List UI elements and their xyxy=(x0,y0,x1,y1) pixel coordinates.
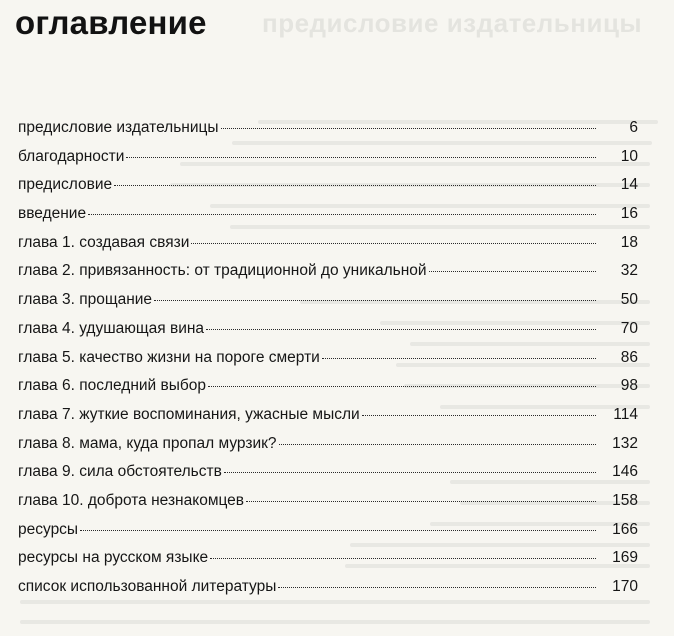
toc-entry xyxy=(18,573,638,602)
toc-entry-title: глава 8. мама, куда пропал мурзик? xyxy=(18,434,277,452)
toc-entry-page-number: 14 xyxy=(620,176,638,194)
toc-entry-title: глава 10. доброта незнакомцев xyxy=(18,491,245,509)
toc-entry xyxy=(18,315,638,344)
dot-leader xyxy=(114,185,596,186)
toc-entry-page-number: 16 xyxy=(620,205,638,223)
dot-leader xyxy=(191,243,596,244)
toc-entry-page-number: 98 xyxy=(620,377,638,395)
toc-entry-title: глава 2. привязанность: от традиционной до уникальной xyxy=(18,262,427,280)
toc-entry-page-number: 169 xyxy=(612,549,638,567)
toc-entry-title: глава 4. удушающая вина xyxy=(18,319,205,337)
toc-entry xyxy=(18,143,638,172)
dot-leader xyxy=(279,444,596,445)
dot-leader xyxy=(224,472,596,473)
dot-leader xyxy=(208,386,596,387)
dot-leader xyxy=(362,415,596,416)
toc-entry-title: ресурсы xyxy=(18,520,79,538)
dot-leader xyxy=(126,157,596,158)
toc-entry xyxy=(18,171,638,200)
toc-entry-page-number: 6 xyxy=(629,119,638,136)
toc-entry-title: глава 7. жуткие воспоминания, ужасные мысли xyxy=(18,405,360,423)
toc-entry xyxy=(18,430,638,459)
toc-entry-title: глава 9. сила обстоятельств xyxy=(18,463,222,481)
toc-entry-title: предисловие xyxy=(18,176,113,194)
bleed-through-heading: предисловие издательницы xyxy=(262,8,643,38)
toc-entry-page-number: 50 xyxy=(620,291,638,309)
toc-entry xyxy=(18,200,638,229)
dot-leader xyxy=(322,358,596,359)
page-title: оглавление xyxy=(15,4,207,41)
dot-leader xyxy=(88,214,596,215)
toc-entry-title: глава 1. создавая связи xyxy=(18,233,190,251)
toc-entry xyxy=(18,229,638,258)
dot-leader xyxy=(429,271,596,272)
toc-entry xyxy=(18,458,638,487)
dot-leader xyxy=(278,587,596,588)
toc-entry-title: ресурсы на русском языке xyxy=(18,549,209,567)
toc-entry-page-number: 146 xyxy=(612,463,638,481)
toc-entry-page-number: 170 xyxy=(612,578,638,595)
toc-entry-page-number: 114 xyxy=(613,405,638,423)
toc-entry-title: благодарности xyxy=(18,147,125,165)
toc-entry xyxy=(18,372,638,401)
dot-leader xyxy=(210,558,596,559)
toc-entry xyxy=(18,344,638,373)
toc-entry xyxy=(18,401,638,430)
toc-entry xyxy=(18,286,638,315)
toc-entry-title: список использованной литературы xyxy=(18,578,277,595)
toc-entry-title: глава 3. прощание xyxy=(18,291,153,309)
toc-entry xyxy=(18,487,638,516)
toc-entry xyxy=(18,257,638,286)
toc-entry-page-number: 86 xyxy=(620,348,638,366)
toc-entry-page-number: 70 xyxy=(620,319,638,337)
toc-entry-page-number: 158 xyxy=(612,491,638,509)
dot-leader xyxy=(246,501,596,502)
dot-leader xyxy=(154,300,596,301)
toc-entry-page-number: 132 xyxy=(612,434,638,452)
toc-entry-title: глава 6. последний выбор xyxy=(18,377,207,395)
toc-entry-title: глава 5. качество жизни на пороге смерти xyxy=(18,348,320,366)
toc-entry xyxy=(18,516,638,545)
toc-entry-page-number: 166 xyxy=(612,520,638,538)
toc-entry-page-number: 10 xyxy=(620,147,638,165)
dot-leader xyxy=(221,128,596,129)
table-of-contents xyxy=(18,114,638,602)
toc-entry xyxy=(18,544,638,573)
toc-entry-title: введение xyxy=(18,205,87,223)
toc-entry-title: предисловие издательницы xyxy=(18,119,219,136)
dot-leader xyxy=(206,329,596,330)
dot-leader xyxy=(80,530,596,531)
toc-entry xyxy=(18,114,638,143)
toc-entry-page-number: 32 xyxy=(620,262,638,280)
toc-entry-page-number: 18 xyxy=(620,233,638,251)
